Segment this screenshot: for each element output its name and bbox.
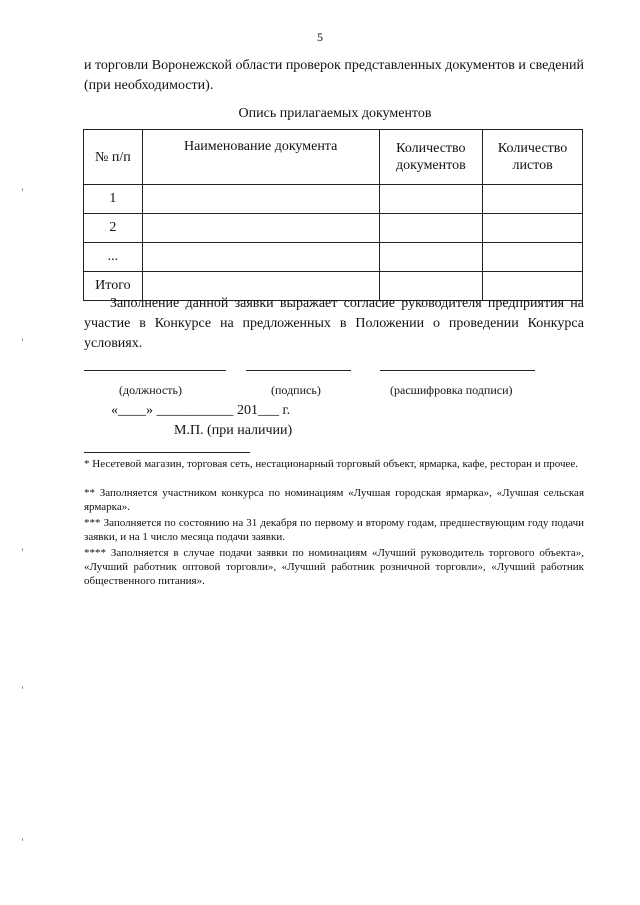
header-number: № п/п — [84, 130, 143, 185]
table-cell: Итого — [84, 272, 143, 301]
table-row — [84, 243, 583, 272]
header-document-count: Количество документов — [379, 130, 483, 185]
header-document-name: Наименование документа — [142, 130, 379, 185]
header-sheet-count: Количество листов — [483, 130, 583, 185]
footnote-1: * Несетевой магазин, торговая сеть, нестационарный торговый объект, ярмарка, кафе, ресторан и прочее. — [84, 458, 579, 470]
table-cell: 1 — [84, 185, 143, 214]
table-header-row — [84, 130, 583, 185]
margin-mark — [22, 548, 23, 551]
table-cell — [483, 185, 583, 214]
table-cell — [142, 243, 379, 272]
footnote-separator — [84, 452, 250, 453]
table-row — [84, 214, 583, 243]
signature-line — [246, 370, 351, 371]
table-cell: 2 — [84, 214, 143, 243]
margin-mark — [22, 838, 23, 841]
table-cell — [483, 243, 583, 272]
table-cell — [483, 214, 583, 243]
date-line: «____» ___________ 201___ г. — [111, 403, 291, 418]
table-cell — [379, 214, 483, 243]
margin-mark — [22, 686, 23, 689]
footnote-4: **** Заполняется в случае подачи заявки по номинациям «Лучший руководитель торгового объекта», «Лучший работник оптовой торговли», «Лучший работник розничной торговли», «Лучший работник общественного питания». — [84, 547, 584, 587]
footnote-2: ** Заполняется участником конкурса по номинациям «Лучшая городская ярмарка», «Лучшая сельская ярмарка». — [84, 487, 584, 513]
decode-label: (расшифровка подписи) — [390, 383, 513, 397]
table-cell — [379, 185, 483, 214]
documents-table — [83, 129, 583, 301]
decode-line — [380, 370, 535, 371]
page-number: 5 — [317, 30, 323, 44]
footnote-3: *** Заполняется по состоянию на 31 декабря по первому и второму годам, предшествующим году подачи заявки, и на 1 число месяца подачи заявки. — [84, 517, 584, 543]
stamp-line: М.П. (при наличии) — [174, 423, 293, 438]
position-line — [84, 370, 226, 371]
table-cell: ... — [84, 243, 143, 272]
margin-mark — [22, 338, 23, 341]
intro-paragraph: и торговли Воронежской области проверок представленных документов и сведений (при необходимости). — [84, 58, 584, 93]
table-title: Опись прилагаемых документов — [238, 106, 432, 121]
table-cell — [142, 185, 379, 214]
margin-mark — [22, 188, 23, 191]
table-row — [84, 185, 583, 214]
signature-label: (подпись) — [271, 383, 321, 397]
position-label: (должность) — [119, 383, 182, 397]
consent-paragraph: Заполнение данной заявки выражает согласие руководителя предприятия на участие в Конкурсе на предложенных в Положении о проведении Конкурса условиях. — [84, 296, 584, 351]
table-cell — [379, 243, 483, 272]
table-cell — [142, 214, 379, 243]
